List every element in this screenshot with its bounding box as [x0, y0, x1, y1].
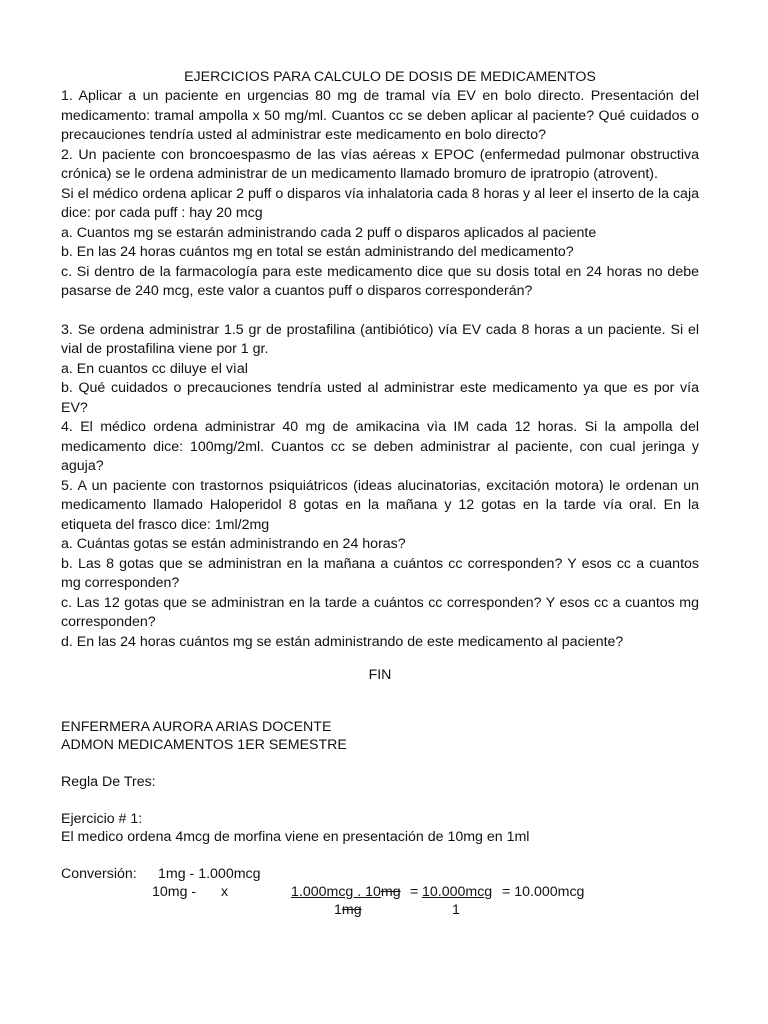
numerator-a-text: 1.000mcg . 10 — [291, 884, 381, 900]
exercise-4: 4. El médico ordena administrar 40 mg de amikacina vìa IM cada 12 horas. Si la ampolla del medicamento dice: 100mg/2ml. Cuantos cc se deben administrar al paciente, con cual jeringa y aguja? — [61, 419, 699, 474]
spacer — [61, 652, 699, 666]
example-statement: El medico ordena 4mcg de morfina viene en presentación de 10mg en 1ml — [61, 829, 530, 845]
author-line-2: ADMON MEDICAMENTOS 1ER SEMESTRE — [61, 737, 347, 753]
conversion-numerator-b: 10.000mcg — [422, 884, 493, 900]
exercise-3-question-b: b. Qué cuidados o precauciones tendría usted al administrar este medicamento ya que es por vía EV? — [61, 380, 699, 416]
conversion-numerator-a — [291, 883, 401, 901]
conversion-denominator-b: 1 — [452, 902, 460, 918]
exercise-5-question-b: b. Las 8 gotas que se administran en la mañana a cuántos cc corresponden? Y esos cc a cuantos mg corresponden? — [61, 555, 699, 591]
spacer — [61, 754, 699, 773]
document-page — [61, 68, 699, 921]
spacer — [61, 704, 699, 718]
rule-of-three-title: Regla De Tres: — [61, 774, 156, 790]
exercise-3: 3. Se ordena administrar 1.5 gr de prostafilina (antibiótico) vía EV cada 8 horas a un paciente. Si el vial de prostafilina viene por 1 gr. — [61, 321, 699, 357]
numerator-a-cancelled-unit: mg — [380, 884, 401, 900]
exercise-2-question-c: c. Si dentro de la farmacología para este medicamento dice que su dosis total en 24 horas no debe pasarse de 240 mcg, este valor a cuantos puff o disparos corresponderán? — [61, 263, 699, 299]
denominator-a-text: 1 — [334, 902, 342, 918]
document-title: EJERCICIOS PARA CALCULO DE DOSIS DE MEDICAMENTOS — [184, 69, 596, 85]
conversion-block — [61, 865, 699, 921]
conversion-result: = 10.000mcg — [502, 884, 585, 900]
exercise-2-question-b: b. En las 24 horas cuántos mg en total se están administrando del medicamento? — [61, 244, 574, 260]
conversion-row-2-left: 10mg - — [152, 884, 197, 900]
spacer — [61, 791, 699, 810]
spacer — [61, 685, 699, 704]
exercise-5-question-a: a. Cuántas gotas se están administrando en 24 horas? — [61, 536, 406, 552]
conversion-unknown: x — [221, 884, 229, 900]
exercise-1: 1. Aplicar a un paciente en urgencias 80 mg de tramal vía EV en bolo directo. Presentación del medicamento: tramal ampolla x 50 mg/ml. Cuantos cc se deben aplicar al paciente? Qué cuidados o precauciones tendría usted al administrar este medicamento en bolo directo? — [61, 88, 699, 143]
exercise-3-question-a: a. En cuantos cc diluye el vìal — [61, 360, 248, 377]
exercise-2-order: Si el médico ordena aplicar 2 puff o disparos vía inhalatoria cada 8 horas y al leer el inserto de la caja dice: por cada puff : hay 20 mcg — [61, 185, 699, 221]
conversion-denominator-a — [334, 901, 362, 919]
exercise-2: 2. Un paciente con broncoespasmo de las vías aéreas x EPOC (enfermedad pulmonar obstructiva crónica) se le ordena administrar de un medicamento llamado bromuro de ipratropio (atrovent). — [61, 146, 699, 182]
end-marker: FIN — [368, 667, 392, 683]
denominator-a-cancelled-unit: mg — [341, 902, 362, 918]
author-line-1: ENFERMERA AURORA ARIAS DOCENTE — [61, 719, 332, 735]
exercise-5: 5. A un paciente con trastornos psiquiátricos (ideas alucinatorias, excitación motora) le ordenan un medicamento llamado Haloperidol 8 gotas en la mañana y 12 gotas en la tarde vía oral. En la etiqueta del frasco dice: 1ml/2mg — [61, 477, 699, 533]
spacer — [61, 302, 699, 321]
conversion-equals-1: = — [410, 884, 419, 900]
conversion-row-1: 1mg - 1.000mcg — [158, 866, 261, 882]
exercise-5-question-d: d. En las 24 horas cuántos mg se están administrando de este medicamento al paciente? — [61, 633, 624, 650]
exercise-5-question-c: c. Las 12 gotas que se administran en la tarde a cuántos cc corresponden? Y esos cc a cuantos mg corresponden? — [61, 594, 699, 630]
exercise-2-question-a: a. Cuantos mg se estarán administrando cada 2 puff o disparos aplicados al paciente — [61, 224, 597, 241]
example-title: Ejercicio # 1: — [61, 811, 143, 827]
conversion-label: Conversión: — [61, 866, 137, 882]
spacer — [61, 846, 699, 865]
